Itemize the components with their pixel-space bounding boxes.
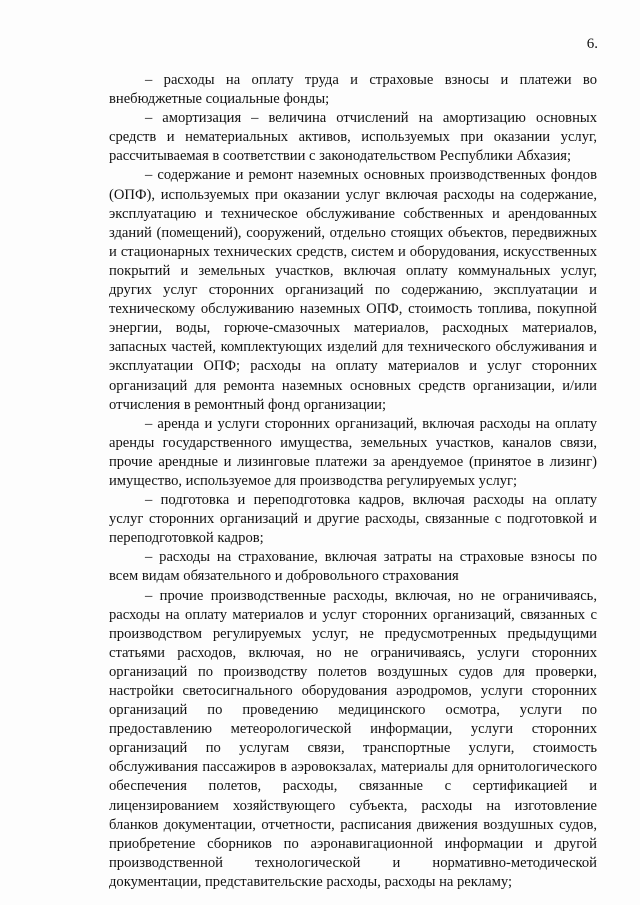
page-number: 6. <box>586 36 598 52</box>
paragraph-staff-training: – подготовка и переподготовка кадров, включая расходы на оплату услуг сторонних организаций и другие расходы, связанные с подготовкой и переподготовкой кадров; <box>109 492 597 547</box>
paragraph-labor-costs: – расходы на оплату труда и страховые взносы и платежи во внебюджетные социальные фонды; <box>109 72 597 108</box>
document-body <box>109 71 597 892</box>
paragraph-insurance: – расходы на страхование, включая затраты на страховые взносы по всем видам обязательного и добровольного страхования <box>109 549 597 585</box>
paragraph-depreciation: – амортизация – величина отчислений на амортизацию основных средств и нематериальных активов, используемых при оказании услуг, рассчитываемая в соответствии с законодательством Республики Абхазия; <box>109 110 597 165</box>
paragraph-rent-services: – аренда и услуги сторонних организаций, включая расходы на оплату аренды государственного имущества, земельных участков, каналов связи, прочие арендные и лизинговые платежи за арендуемое (принятое в лизинг) имущество, используемое для производства регулируемых услуг; <box>109 415 597 489</box>
paragraph-maintenance-repair: – содержание и ремонт наземных основных производственных фондов (ОПФ), используемых при оказании услуг включая расходы на содержание, эксплуатацию и техническое обслуживание собственных и арендованных зданий (помещений), сооружений, отдельно стоящих объектов, передвижных и стационарных технических средств, систем и оборудования, искусственных покрытий и земельных участков, включая оплату коммунальных услуг, других услуг сторонних организаций по содержанию, эксплуатации и техническому обслуживанию наземных ОПФ, стоимость топлива, покупной энергии, воды, горюче-смазочных материалов, расходных материалов, запасных частей, комплектующих изделий для технического обслуживания и эксплуатации ОПФ; расходы на оплату материалов и услуг сторонних организаций для ремонта наземных основных средств организации, и/или отчисления в ремонтный фонд организации; <box>109 167 597 413</box>
paragraph-other-expenses: – прочие производственные расходы, включая, но не ограничиваясь, расходы на оплату материалов и услуг сторонних организаций, связанных с производством регулируемых услуг, не предусмотренных предыдущими статьями расходов, включая, но не ограничиваясь, услуги сторонних организаций по производству полетов воздушных судов для проверки, настройки светосигнального оборудования аэродромов, услуги сторонних организаций по проведению медицинского осмотра, услуги по предоставлению метеорологической информации, услуги сторонних организаций по услугам связи, транспортные услуги, стоимость обслуживания пассажиров в аэровокзалах, материалы для орнитологического обеспечения полетов, расходы, связанные с сертификацией и лицензированием хозяйствующего субъекта, расходы на изготовление бланков документации, отчетности, расписания движения воздушных судов, приобретение сборников по аэронавигационной информации и другой производственной технологической и нормативно-методической документации, представительские расходы, расходы на рекламу; <box>109 587 597 890</box>
